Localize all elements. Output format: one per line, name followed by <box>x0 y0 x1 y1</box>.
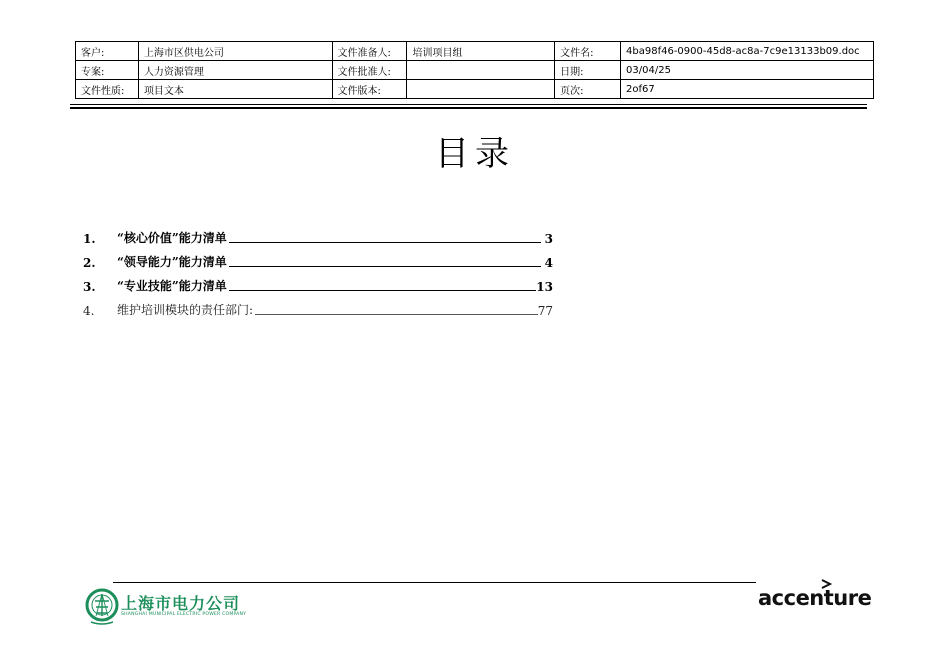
accenture-logo <box>758 578 873 614</box>
toc-text: 维护培训模块的责任部门: <box>117 303 254 317</box>
document-header-table <box>75 41 874 99</box>
accenture-wordmark: accenture <box>758 586 872 610</box>
toc-page: 13 <box>536 280 553 294</box>
toc-number: 2. <box>83 256 96 270</box>
preparer-value: 培训项目组 <box>407 42 555 61</box>
header-divider <box>70 104 867 105</box>
date-value: 03/04/25 <box>621 61 874 80</box>
preparer-label: 文件准备人: <box>332 42 407 61</box>
header-row <box>76 80 874 99</box>
page-title: 目录 <box>435 134 515 174</box>
sh-electric-logo <box>85 586 255 632</box>
header-divider <box>70 107 867 109</box>
toc-number: 3. <box>83 280 96 294</box>
table-of-contents <box>83 222 553 318</box>
toc-entry[interactable] <box>83 294 553 318</box>
date-label: 日期: <box>555 61 621 80</box>
toc-leader <box>229 241 541 243</box>
toc-page: 77 <box>537 304 553 318</box>
toc-entry[interactable] <box>83 222 553 246</box>
sh-electric-english-text: SHANGHAI MUNICIPAL ELECTRIC POWER COMPANY <box>121 612 247 617</box>
footer-divider <box>113 582 756 583</box>
header-row <box>76 42 874 61</box>
approver-value <box>407 61 555 80</box>
toc-entry[interactable] <box>83 246 553 270</box>
sh-electric-brand-text: 上海市电力公司 <box>121 594 241 613</box>
project-value: 人力资源管理 <box>138 61 332 80</box>
doc-type-value: 项目文本 <box>138 80 332 99</box>
filename-value: 4ba98f46-0900-45d8-ac8a-7c9e13133b09.doc <box>621 42 874 61</box>
header-row <box>76 61 874 80</box>
approver-label: 文件批准人: <box>332 61 407 80</box>
toc-number: 1. <box>83 232 96 246</box>
version-label: 文件版本: <box>332 80 407 99</box>
toc-page: 3 <box>544 232 553 246</box>
doc-type-label: 文件性质: <box>76 80 139 99</box>
client-label: 客户: <box>76 42 139 61</box>
toc-entry[interactable] <box>83 270 553 294</box>
toc-leader <box>229 265 541 267</box>
toc-text: “专业技能”能力清单 <box>117 279 227 293</box>
toc-leader <box>255 313 538 315</box>
version-value <box>407 80 555 99</box>
client-value: 上海市区供电公司 <box>138 42 332 61</box>
toc-page: 4 <box>544 256 553 270</box>
toc-text: “领导能力”能力清单 <box>117 255 227 269</box>
sh-electric-emblem-icon <box>85 586 119 628</box>
page-label: 页次: <box>555 80 621 99</box>
page-value: 2of67 <box>621 80 874 99</box>
filename-label: 文件名: <box>555 42 621 61</box>
toc-text: “核心价值”能力清单 <box>117 231 227 245</box>
toc-number: 4. <box>83 304 95 318</box>
project-label: 专案: <box>76 61 139 80</box>
toc-leader <box>229 289 536 291</box>
